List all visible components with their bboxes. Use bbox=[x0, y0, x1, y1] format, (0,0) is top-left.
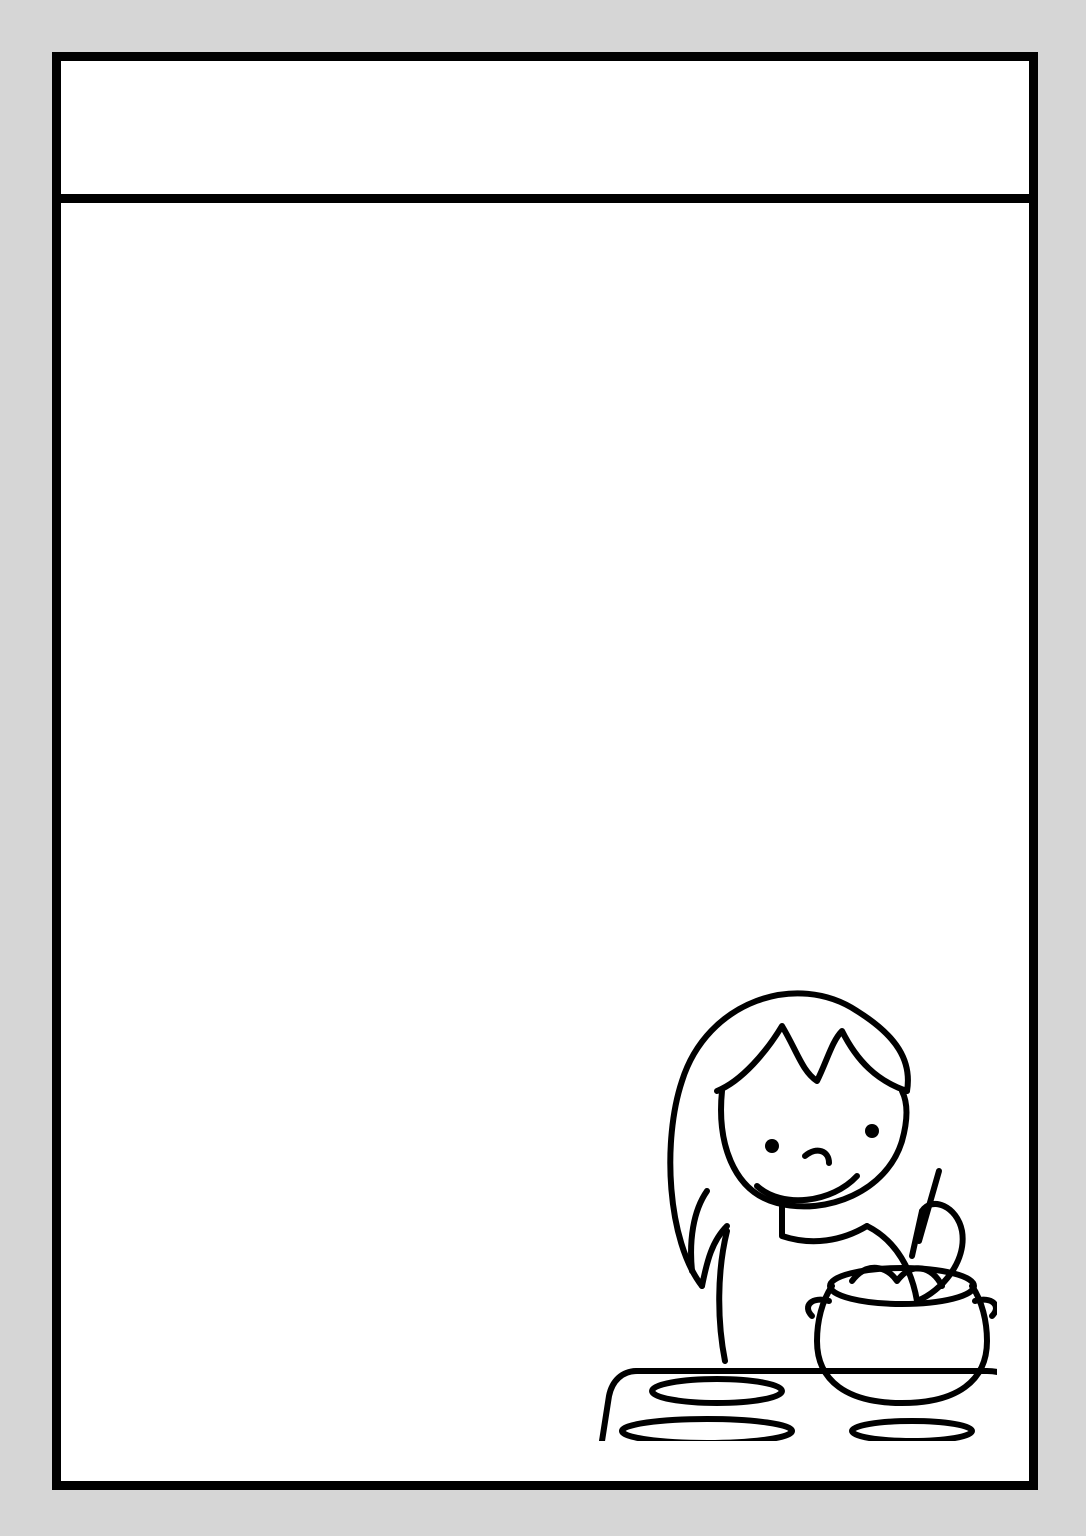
worksheet bbox=[52, 52, 1038, 1490]
girl-cooking-soup-icon bbox=[567, 941, 997, 1441]
title-bar bbox=[61, 61, 1029, 203]
